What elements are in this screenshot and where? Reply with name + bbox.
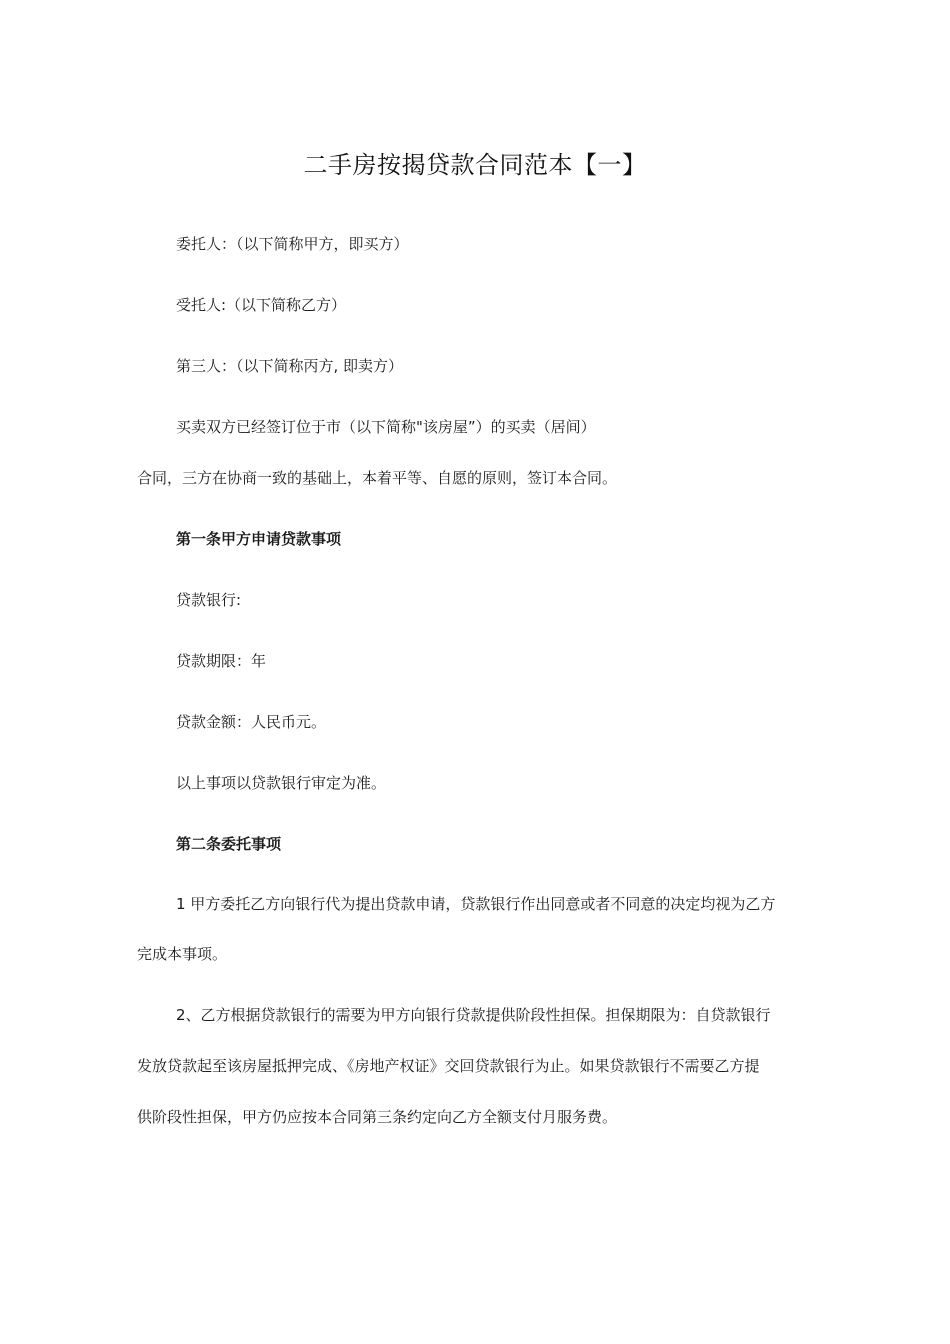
article-1-heading: 第一条甲方申请贷款事项 <box>176 530 342 548</box>
loan-bank-line: 贷款银行: <box>176 591 242 609</box>
loan-amount-line: 贷款金额：人民币元。 <box>176 713 327 731</box>
preamble-line-2: 合同，三方在协商一致的基础上，本着平等、自愿的原则，签订本合同。 <box>137 469 618 487</box>
article-2-item-2-line-1: 2、乙方根据贷款银行的需要为甲方向银行贷款提供阶段性担保。担保期限为：自贷款银行 <box>176 1006 771 1024</box>
principal-line: 委托人：（以下简称甲方，即买方） <box>176 235 409 253</box>
article-2-item-2-line-2: 发放贷款起至该房屋抵押完成、《房地产权证》交回贷款银行为止。如果贷款银行不需要乙方提 <box>137 1057 760 1075</box>
article-2-heading: 第二条委托事项 <box>176 835 282 853</box>
article-2-item-2-line-3: 供阶段性担保，甲方仍应按本合同第三条约定向乙方全额支付月服务费。 <box>137 1108 618 1126</box>
article-2-item-1-line-2: 完成本事项。 <box>137 945 228 963</box>
document-title: 二手房按揭贷款合同范本【一】 <box>303 151 647 179</box>
loan-term-line: 贷款期限：年 <box>176 652 267 670</box>
preamble-line-1: 买卖双方已经签订位于市（以下简称"该房屋”）的买卖（居间） <box>176 418 596 436</box>
third-party-line: 第三人：（以下简称丙方, 即卖方） <box>176 357 404 375</box>
article-1-note: 以上事项以贷款银行审定为准。 <box>176 774 387 792</box>
agent-line: 受托人:（以下简称乙方） <box>176 296 347 314</box>
article-2-item-1-line-1: 1 甲方委托乙方向银行代为提出贷款申请，贷款银行作出同意或者不同意的决定均视为乙方 <box>176 895 776 913</box>
